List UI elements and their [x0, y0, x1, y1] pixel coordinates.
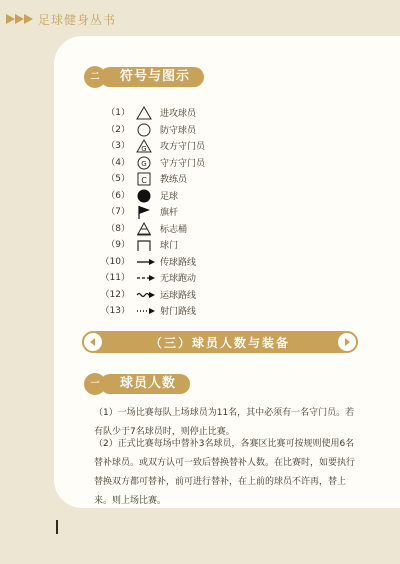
legend-label: 攻方守门员 — [160, 142, 206, 152]
legend-index: （11） — [100, 273, 130, 283]
legend-item — [100, 237, 360, 252]
circle-outline-icon — [136, 122, 156, 137]
legend-item — [100, 254, 360, 269]
svg-text:C: C — [141, 176, 147, 185]
legend-label: 守方守门员 — [160, 158, 206, 169]
svg-text:G: G — [141, 145, 147, 153]
legend-label: 教练员 — [160, 175, 188, 185]
legend-item — [100, 204, 360, 219]
legend-item — [100, 270, 360, 285]
triangle-marker-icon — [6, 14, 15, 24]
next-arrow-icon[interactable] — [336, 331, 358, 353]
legend-label: 防守球员 — [160, 125, 197, 136]
legend-label: 无球跑动 — [160, 274, 197, 284]
dashed-arrow-icon — [136, 270, 156, 285]
chapter-banner — [86, 331, 354, 353]
legend-label: 标志桶 — [160, 224, 188, 235]
legend-label: 运球路线 — [160, 290, 197, 301]
legend-index: （13） — [100, 306, 130, 316]
cone-icon — [136, 221, 156, 236]
section-title: 符号与图示 — [100, 67, 204, 87]
triangle-marker-icon — [24, 14, 33, 24]
legend-item — [100, 122, 360, 137]
solid-arrow-icon — [136, 254, 156, 269]
legend-label: 足球 — [160, 191, 179, 202]
legend-index: （4） — [106, 157, 130, 168]
legend-index: （1） — [106, 108, 130, 118]
section-number-badge: 二 — [84, 66, 106, 88]
legend-index: （3） — [106, 141, 130, 151]
legend-item — [100, 188, 360, 203]
banner-title: （三）球员人数与装备 — [149, 336, 290, 350]
legend-index: （2） — [106, 124, 130, 135]
legend-label: 进攻球员 — [160, 109, 197, 119]
circle-letter-g-icon — [136, 155, 156, 170]
dotted-arrow-icon — [136, 303, 156, 318]
section-title: 球员人数 — [100, 374, 190, 394]
legend-index: （5） — [106, 174, 130, 184]
section-number-badge: 一 — [84, 373, 106, 395]
legend-label: 旗杆 — [160, 208, 179, 218]
legend-index: （12） — [100, 289, 130, 300]
coach-square-icon — [136, 171, 156, 186]
legend-index: （10） — [100, 256, 130, 267]
legend-item — [100, 105, 360, 120]
filled-circle-icon — [136, 188, 156, 203]
paragraph-text: （2）正式比赛每场中替补3名球员，各赛区比赛可按规则使用6名替补球员。或双方认可一致后替换替补人数。在比赛时，如要执行替换双方都可替补，前可进行替补，在上前的球员不许再，替上来。则上场比赛。 — [94, 439, 356, 506]
goal-icon — [136, 237, 156, 252]
legend-index: （8） — [106, 223, 130, 234]
legend-index: （7） — [106, 207, 130, 217]
legend-index: （6） — [106, 190, 130, 201]
paragraph-text: （1）一场比赛每队上场球员为11名，其中必须有一名守门员。若有队少于7名球员时，则停止比赛。 — [94, 408, 355, 437]
legend-label: 传球路线 — [160, 257, 197, 268]
triangle-letter-g-icon — [136, 138, 156, 153]
legend-item — [100, 138, 360, 153]
legend-item — [100, 287, 360, 302]
body-paragraph-2 — [94, 435, 360, 511]
legend-item — [100, 221, 360, 236]
flag-icon — [136, 204, 156, 219]
legend-label: 球门 — [160, 241, 179, 251]
wavy-arrow-icon — [136, 287, 156, 302]
legend-index: （9） — [106, 240, 130, 250]
svg-text:G: G — [141, 159, 147, 168]
legend-item — [100, 303, 360, 318]
legend-label: 射门路线 — [160, 307, 197, 317]
legend-item — [100, 155, 360, 170]
series-header — [0, 0, 400, 36]
triangle-outline-icon — [136, 105, 156, 120]
triangle-marker-icon — [15, 14, 24, 24]
series-title: 足球健身丛书 — [38, 13, 117, 27]
legend-item — [100, 171, 360, 186]
section-heading-symbols — [84, 66, 204, 88]
page-marker — [56, 520, 58, 534]
section-heading-players — [84, 373, 204, 395]
